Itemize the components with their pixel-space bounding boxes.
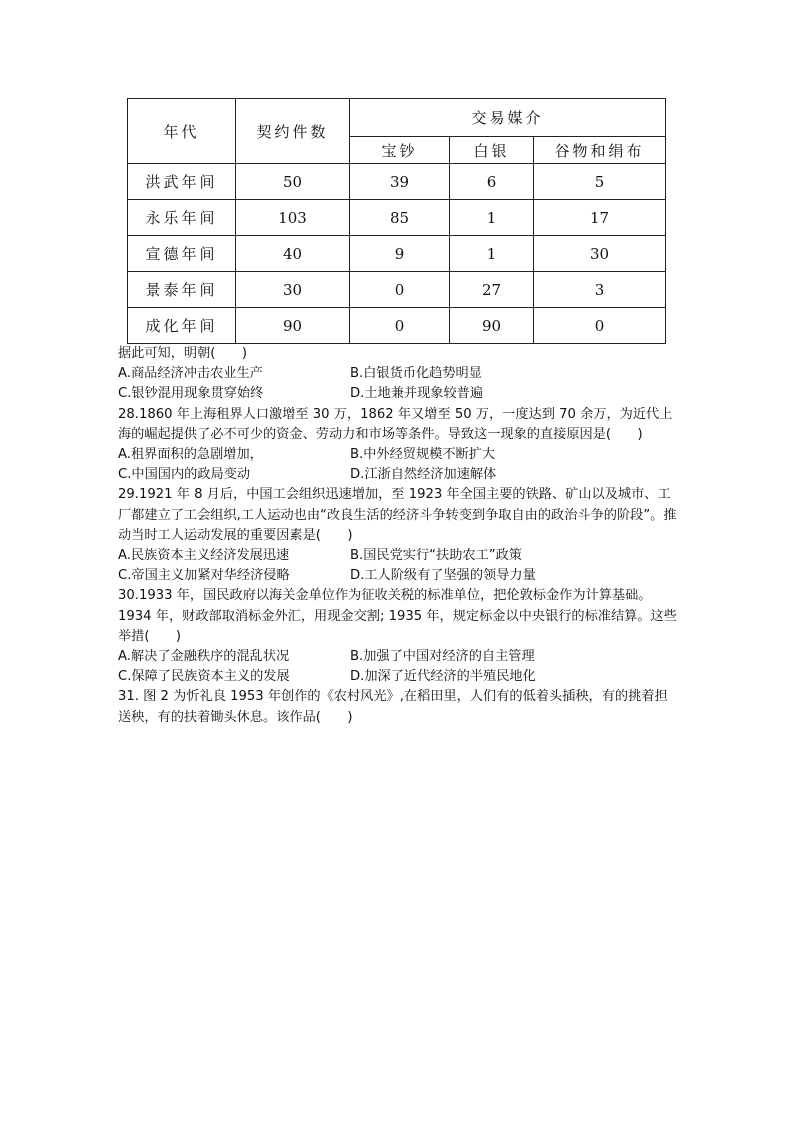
q31-stem: 31. 图 2 为忻礼良 1953 年创作的《农村风光》,在稻田里，人们有的低着头插秧，有的挑着担送秧，有的扶着锄头休息。该作品( ) — [118, 689, 668, 725]
q27-stem: 据此可知，明朝( ) — [118, 346, 247, 361]
q30-stem: 30.1933 年，国民政府以海关金单位作为征收关税的标准单位，把伦敦标金作为计算基础。1934 年，财政部取消标金外汇，用现金交割; 1935 年，规定标金以中央银行的标准结算。这些举措( ) — [118, 588, 677, 644]
cell-era: 宣德年间 — [128, 236, 236, 272]
contract-table — [127, 98, 666, 344]
q27-options-row-1 — [118, 364, 678, 384]
cell-count: 50 — [236, 164, 350, 200]
cell-silver: 90 — [450, 308, 534, 344]
q27-option-b[interactable]: B.白银货币化趋势明显 — [350, 366, 482, 382]
q27-option-c[interactable]: C.银钞混用现象贯穿始终 — [118, 386, 264, 402]
q28-option-d[interactable]: D.江浙自然经济加速解体 — [350, 467, 497, 483]
cell-grain: 5 — [534, 164, 666, 200]
q29-option-d[interactable]: D.工人阶级有了坚强的领导力量 — [350, 568, 536, 584]
header-baochao: 宝钞 — [350, 137, 450, 164]
cell-baochao: 0 — [350, 272, 450, 308]
cell-era: 景泰年间 — [128, 272, 236, 308]
cell-grain: 17 — [534, 200, 666, 236]
header-contract-count: 契约件数 — [236, 99, 350, 164]
q30-options-row-1 — [118, 647, 678, 667]
cell-baochao: 9 — [350, 236, 450, 272]
q30-option-d[interactable]: D.加深了近代经济的半殖民地化 — [350, 669, 536, 685]
cell-era: 洪武年间 — [128, 164, 236, 200]
q28-stem: 28.1860 年上海租界人口激增至 30 万，1862 年又增至 50 万，一度达到 70 余万，为近代上海的崛起提供了必不可少的资金、劳动力和市场等条件。导致这一现象的直接原因是( ) — [118, 406, 673, 442]
table-row — [128, 164, 666, 200]
cell-grain: 3 — [534, 272, 666, 308]
cell-silver: 1 — [450, 200, 534, 236]
q30-options-row-2 — [118, 667, 678, 687]
header-grain-silk: 谷物和绢布 — [534, 137, 666, 164]
q28-options-row-1 — [118, 445, 678, 465]
cell-baochao: 39 — [350, 164, 450, 200]
header-silver: 白银 — [450, 137, 534, 164]
cell-baochao: 85 — [350, 200, 450, 236]
table-row — [128, 236, 666, 272]
header-trade-medium: 交易媒介 — [350, 99, 666, 137]
table-row — [128, 272, 666, 308]
questions-block — [118, 344, 678, 728]
cell-silver: 1 — [450, 236, 534, 272]
cell-count: 30 — [236, 272, 350, 308]
q29-options-row-2 — [118, 566, 678, 586]
cell-count: 103 — [236, 200, 350, 236]
cell-count: 90 — [236, 308, 350, 344]
cell-grain: 0 — [534, 308, 666, 344]
q27-option-a[interactable]: A.商品经济冲击农业生产 — [118, 366, 263, 382]
q28-option-c[interactable]: C.中国国内的政局变动 — [118, 467, 251, 483]
q29-option-c[interactable]: C.帝国主义加紧对华经济侵略 — [118, 568, 290, 584]
q29-stem: 29.1921 年 8 月后，中国工会组织迅速增加，至 1923 年全国主要的铁路、矿山以及城市、工厂都建立了工会组织,工人运动也由“改良生活的经济斗争转变到争取自由的政治斗争的阶段”。推动当时工人运动发展的重要因素是( ) — [118, 487, 677, 543]
q30-option-a[interactable]: A.解决了金融秩序的混乱状况 — [118, 649, 290, 665]
cell-era: 成化年间 — [128, 308, 236, 344]
q28-options-row-2 — [118, 465, 678, 485]
q29-option-b[interactable]: B.国民党实行“扶助农工”政策 — [350, 548, 522, 564]
q30-option-c[interactable]: C.保障了民族资本主义的发展 — [118, 669, 290, 685]
q29-option-a[interactable]: A.民族资本主义经济发展迅速 — [118, 548, 290, 564]
header-era: 年代 — [128, 99, 236, 164]
table-row — [128, 200, 666, 236]
cell-baochao: 0 — [350, 308, 450, 344]
q28-option-a[interactable]: A.租界面积的急剧增加， — [118, 447, 263, 463]
cell-silver: 27 — [450, 272, 534, 308]
q28-option-b[interactable]: B.中外经贸规模不断扩大 — [350, 447, 496, 463]
cell-silver: 6 — [450, 164, 534, 200]
q30-option-b[interactable]: B.加强了中国对经济的自主管理 — [350, 649, 535, 665]
q29-options-row-1 — [118, 546, 678, 566]
table-row — [128, 308, 666, 344]
q27-option-d[interactable]: D.土地兼并现象较普遍 — [350, 386, 484, 402]
q27-options-row-2 — [118, 384, 678, 404]
cell-count: 40 — [236, 236, 350, 272]
cell-grain: 30 — [534, 236, 666, 272]
cell-era: 永乐年间 — [128, 200, 236, 236]
